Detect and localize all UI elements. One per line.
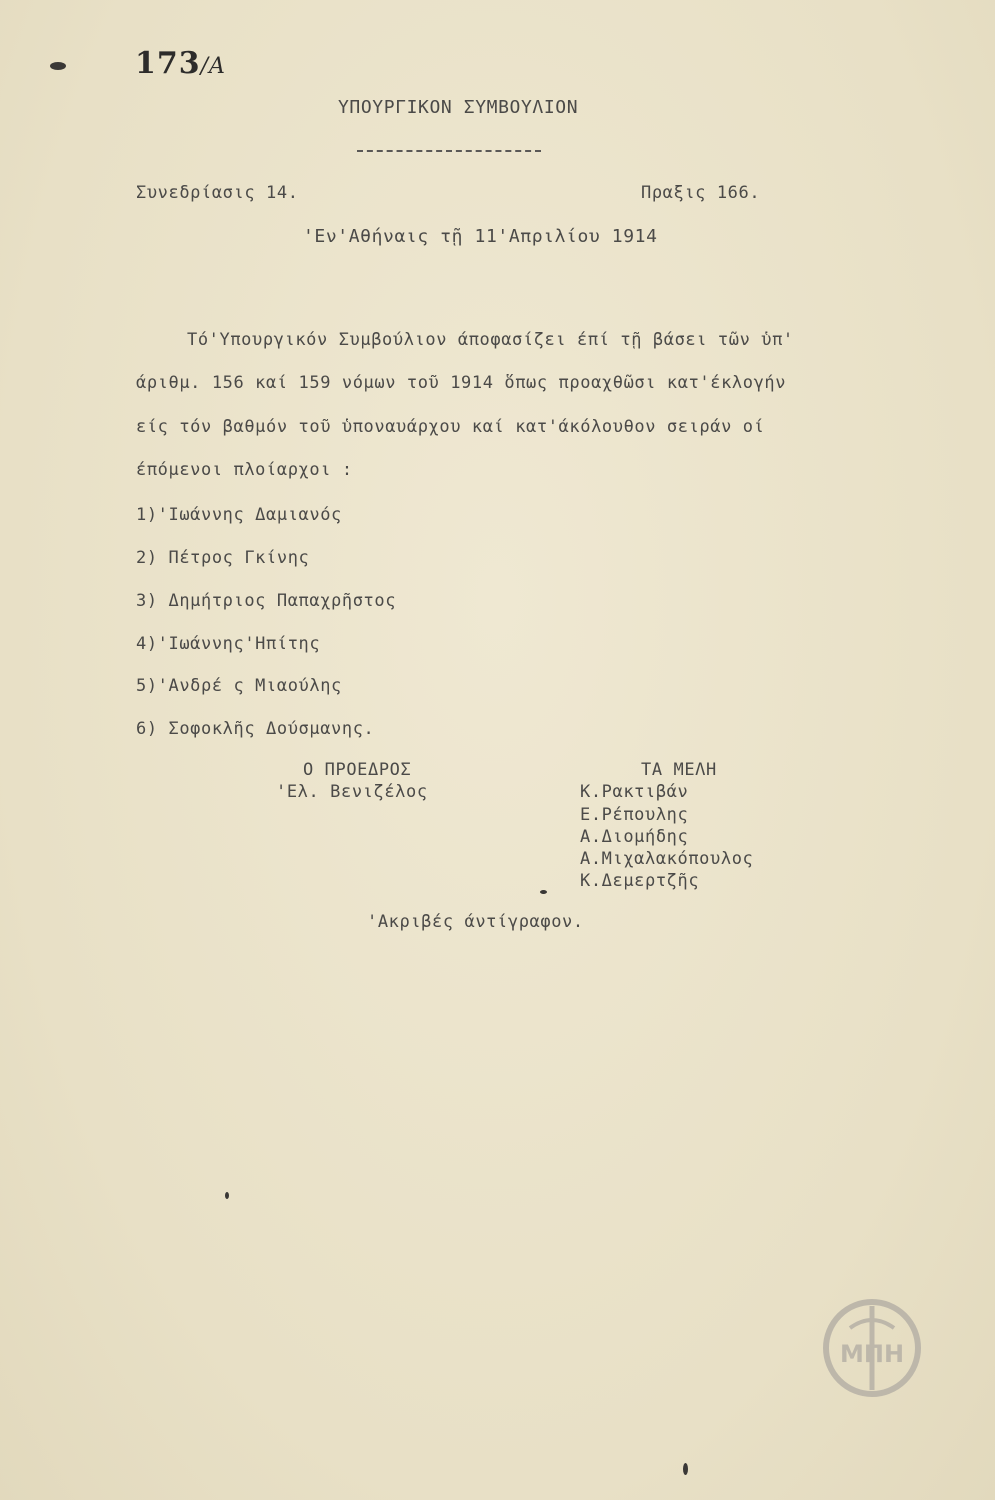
member-name: Κ.Ρακτιβάν [580,782,689,802]
member-name: Α.Μιχαλακόπουλος [580,849,754,869]
title-underline [357,150,541,152]
officer-item: 4)'Ιωάννης'Ηπίτης [136,634,321,654]
archive-seal-icon [822,1298,922,1398]
officer-item: 5)'Ανδρέ ς Μιαούλης [136,676,342,696]
officer-item: 2) Πέτρος Γκίνης [136,548,310,568]
decision-line: Τό'Υπουργικόν Συμβούλιον άποφασίζει έπί τῇ βάσει τῶν ὑπ' [187,330,794,350]
ink-mark [50,62,66,70]
act-number: Πραξις 166. [641,183,761,203]
archive-number-main: 173 [135,46,201,81]
decision-line: είς τόν βαθμόν τοῦ ὑποναυάρχου καί κατ'άκόλουθον σειράν οί [136,417,765,437]
member-name: Α.Διομήδης [580,827,689,847]
ink-mark [683,1463,688,1475]
member-name: Ε.Ρέπουλης [580,805,689,825]
members-title: ΤΑ ΜΕΛΗ [641,760,717,780]
document-title: ΥΠΟΥΡΓΙΚΟΝ ΣΥΜΒΟΥΛΙΟΝ [338,97,579,118]
ink-mark [225,1192,229,1199]
officer-item: 6) Σοφοκλῆς Δούσμανης. [136,719,375,739]
president-title: Ο ΠΡΟΕΔΡΟΣ [303,760,412,780]
archive-number-suffix: /Α [200,54,226,79]
officer-item: 3) Δημήτριος Παπαχρῆστος [136,591,397,611]
archive-number [135,46,226,81]
president-name: 'Ελ. Βενιζέλος [276,782,428,802]
seal-text: ΜΠΗ [839,1340,905,1368]
ink-mark [540,890,547,894]
session-number: Συνεδρίασις 14. [136,183,299,203]
place-date: 'Εν'Αθήναις τῇ 11'Απριλίου 1914 [303,226,658,247]
member-name: Κ.Δεμερτζῆς [580,871,700,891]
officer-item: 1)'Ιωάννης Δαμιανός [136,505,342,525]
certification-note: 'Ακριβές άντίγραφον. [367,912,584,932]
decision-line: άριθμ. 156 καί 159 νόμων τοῦ 1914 ὅπως προαχθῶσι κατ'έκλογήν [136,373,787,393]
decision-line: έπόμενοι πλοίαρχοι : [136,460,353,480]
